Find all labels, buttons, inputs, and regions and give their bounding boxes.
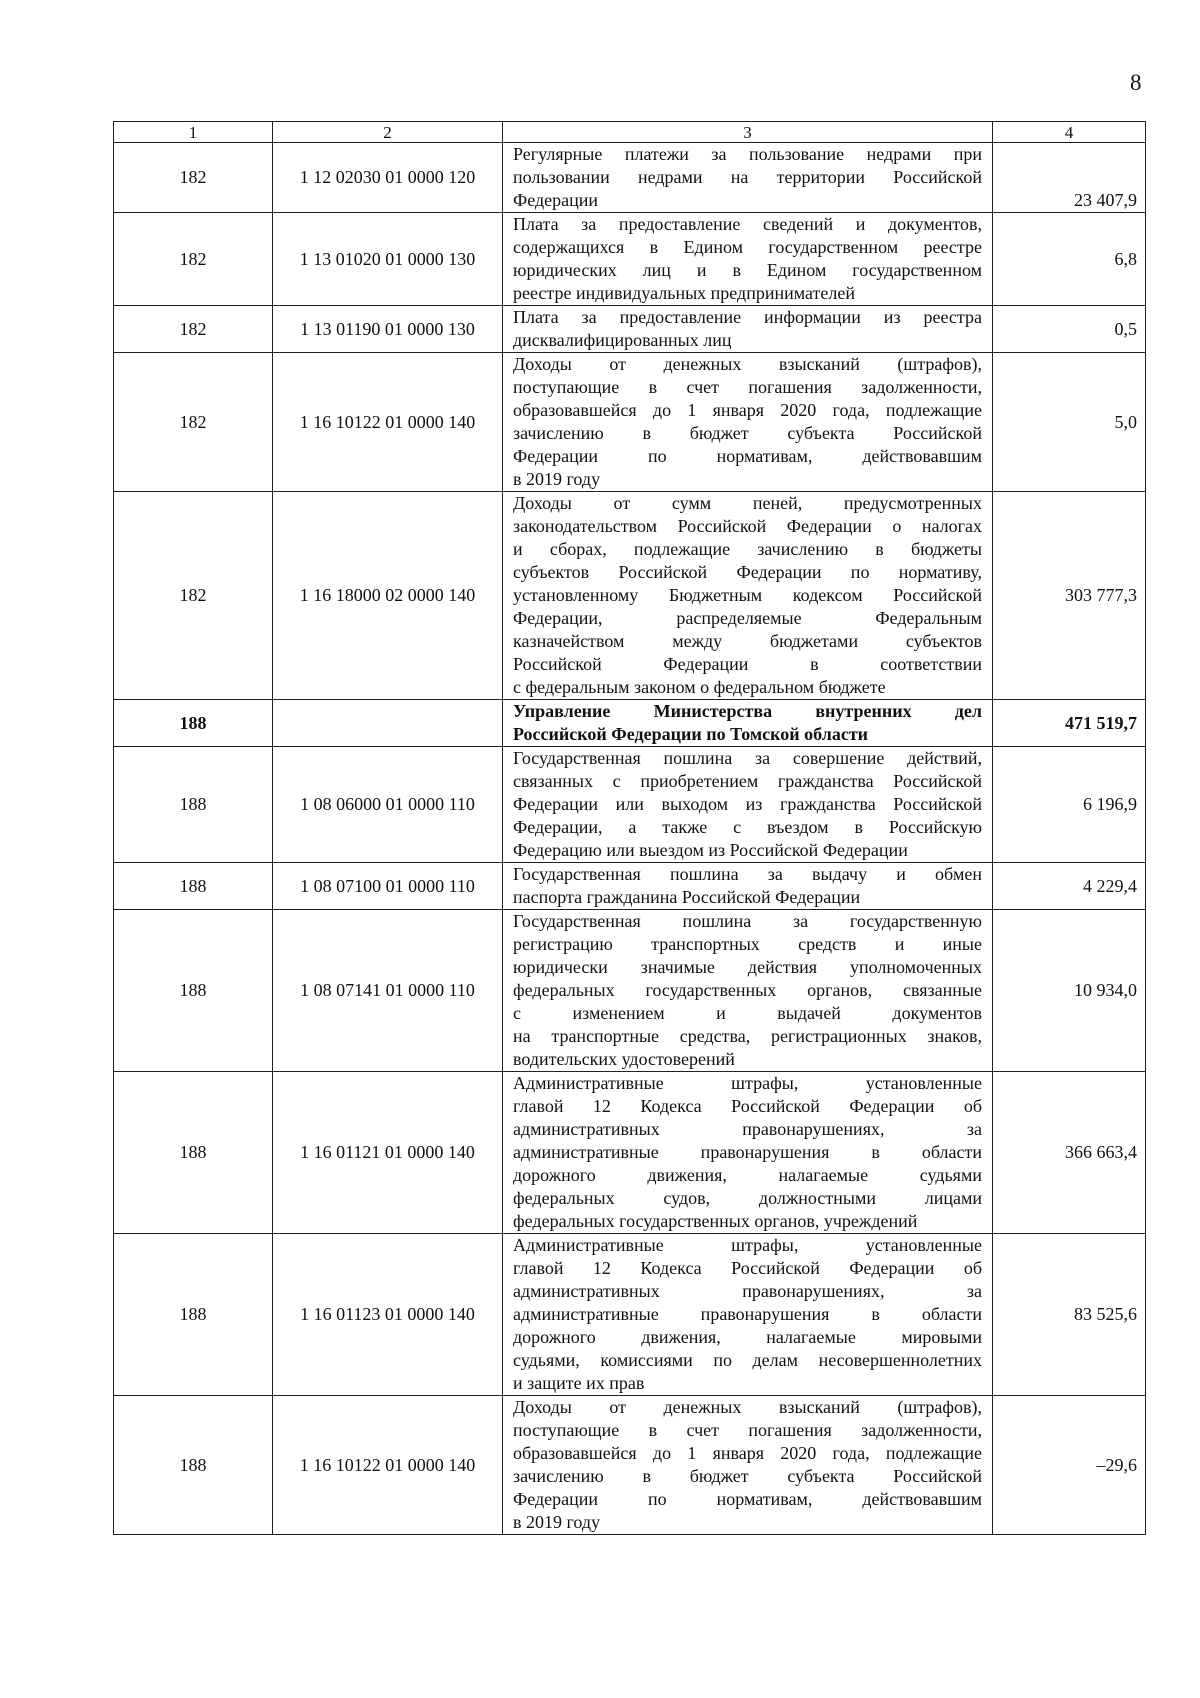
- description-line: федеральных государственных органов, учреждений: [513, 1211, 918, 1231]
- admin-code-cell: 188: [114, 747, 273, 863]
- budget-code-cell: 1 16 10122 01 0000 140: [273, 353, 503, 492]
- description-cell: [503, 700, 993, 747]
- description-line: с федеральным законом о федеральном бюджете: [513, 677, 886, 697]
- description-line: федеральных судов, должностными лицами: [513, 1188, 982, 1208]
- description-line: в 2019 году: [513, 469, 601, 489]
- amount-cell: –29,6: [993, 1396, 1146, 1535]
- budget-code-cell: 1 13 01190 01 0000 130: [273, 306, 503, 353]
- amount-cell: 303 777,3: [993, 492, 1146, 700]
- description-cell: [503, 306, 993, 353]
- admin-code-cell: 188: [114, 1234, 273, 1396]
- description-cell: [503, 213, 993, 306]
- admin-code-cell: 188: [114, 1072, 273, 1234]
- budget-code-cell: 1 16 10122 01 0000 140: [273, 1396, 503, 1535]
- description-line: Государственная пошлина за выдачу и обмен: [513, 864, 982, 884]
- description-line: Административные штрафы, установленные: [513, 1235, 982, 1255]
- budget-code-cell: 1 08 07141 01 0000 110: [273, 910, 503, 1072]
- description-line: судьями, комиссиями по делам несовершеннолетних: [513, 1350, 982, 1370]
- description-line: Плата за предоставление информации из реестра: [513, 307, 982, 327]
- table-row: [114, 747, 1146, 863]
- description-line: юридических лиц и в Едином государственном: [513, 260, 982, 280]
- description-line: административные правонарушения в области: [513, 1142, 982, 1162]
- admin-code-cell: 188: [114, 910, 273, 1072]
- description-line: связанных с приобретением гражданства Российской: [513, 771, 982, 791]
- description-line: водительских удостоверений: [513, 1049, 735, 1069]
- description-line: Российской Федерации в соответствии: [513, 654, 982, 674]
- description-line: казначейством между бюджетами субъектов: [513, 631, 982, 651]
- description-line: поступающие в счет погашения задолженности,: [513, 377, 982, 397]
- admin-code-cell: 182: [114, 213, 273, 306]
- amount-cell: 5,0: [993, 353, 1146, 492]
- table-row: [114, 492, 1146, 700]
- table-row: [114, 143, 1146, 213]
- table-row: [114, 306, 1146, 353]
- description-line: Регулярные платежи за пользование недрами при: [513, 144, 982, 164]
- description-cell: [503, 143, 993, 213]
- table-row: [114, 863, 1146, 910]
- description-line: поступающие в счет погашения задолженности,: [513, 1420, 982, 1440]
- description-line: пользовании недрами на территории Российской: [513, 167, 982, 187]
- description-cell: [503, 492, 993, 700]
- description-line: федеральных государственных органов, связанные: [513, 980, 982, 1000]
- description-line: Государственная пошлина за совершение действий,: [513, 748, 982, 768]
- table-row: [114, 213, 1146, 306]
- amount-cell: 23 407,9: [993, 143, 1146, 213]
- description-cell: [503, 747, 993, 863]
- budget-code-cell: 1 16 18000 02 0000 140: [273, 492, 503, 700]
- amount-cell: 6 196,9: [993, 747, 1146, 863]
- amount-cell: 366 663,4: [993, 1072, 1146, 1234]
- description-line: дорожного движения, налагаемые судьями: [513, 1165, 982, 1185]
- table-row: [114, 1234, 1146, 1396]
- description-line: Управление Министерства внутренних дел: [513, 701, 982, 721]
- description-line: Федерации: [513, 190, 599, 210]
- description-cell: [503, 910, 993, 1072]
- description-line: юридически значимые действия уполномоченных: [513, 957, 982, 977]
- admin-code-cell: 182: [114, 306, 273, 353]
- description-line: административные правонарушения в области: [513, 1304, 982, 1324]
- column-header-2: 2: [273, 122, 503, 143]
- description-line: зачислению в бюджет субъекта Российской: [513, 423, 982, 443]
- description-line: Административные штрафы, установленные: [513, 1073, 982, 1093]
- table-row: [114, 700, 1146, 747]
- description-line: Государственная пошлина за государственную: [513, 911, 982, 931]
- description-line: Федерации или выходом из гражданства Российской: [513, 794, 982, 814]
- description-line: Плата за предоставление сведений и документов,: [513, 214, 982, 234]
- description-line: законодательством Российской Федерации о налогах: [513, 516, 982, 536]
- description-line: в 2019 году: [513, 1512, 601, 1532]
- description-line: дисквалифицированных лиц: [513, 330, 732, 350]
- budget-code-cell: 1 08 07100 01 0000 110: [273, 863, 503, 910]
- description-line: с изменением и выдачей документов: [513, 1003, 982, 1023]
- column-header-4: 4: [993, 122, 1146, 143]
- table-row: [114, 353, 1146, 492]
- description-line: главой 12 Кодекса Российской Федерации об: [513, 1258, 982, 1278]
- description-line: Российской Федерации по Томской области: [513, 724, 869, 744]
- admin-code-cell: 188: [114, 1396, 273, 1535]
- description-line: и сборах, подлежащие зачислению в бюджеты: [513, 539, 982, 559]
- admin-code-cell: 188: [114, 700, 273, 747]
- column-header-3: 3: [503, 122, 993, 143]
- admin-code-cell: 182: [114, 143, 273, 213]
- column-header-1: 1: [114, 122, 273, 143]
- budget-code-cell: [273, 700, 503, 747]
- admin-code-cell: 182: [114, 492, 273, 700]
- budget-code-cell: 1 16 01121 01 0000 140: [273, 1072, 503, 1234]
- admin-code-cell: 188: [114, 863, 273, 910]
- admin-code-cell: 182: [114, 353, 273, 492]
- amount-cell: 6,8: [993, 213, 1146, 306]
- amount-cell: 4 229,4: [993, 863, 1146, 910]
- description-line: Доходы от сумм пеней, предусмотренных: [513, 493, 982, 513]
- description-line: административных правонарушениях, за: [513, 1119, 982, 1139]
- description-cell: [503, 863, 993, 910]
- page-number: 8: [1130, 70, 1142, 95]
- budget-code-cell: 1 16 01123 01 0000 140: [273, 1234, 503, 1396]
- description-line: образовавшейся до 1 января 2020 года, подлежащие: [513, 1443, 982, 1463]
- description-line: дорожного движения, налагаемые мировыми: [513, 1327, 982, 1347]
- description-line: и защите их прав: [513, 1373, 645, 1393]
- table-header-row: [114, 122, 1146, 143]
- description-line: на транспортные средства, регистрационных знаков,: [513, 1026, 982, 1046]
- budget-table: [113, 121, 1146, 1535]
- table-row: [114, 910, 1146, 1072]
- budget-code-cell: 1 08 06000 01 0000 110: [273, 747, 503, 863]
- description-line: образовавшейся до 1 января 2020 года, подлежащие: [513, 400, 982, 420]
- description-cell: [503, 1396, 993, 1535]
- description-cell: [503, 353, 993, 492]
- budget-code-cell: 1 13 01020 01 0000 130: [273, 213, 503, 306]
- description-line: зачислению в бюджет субъекта Российской: [513, 1466, 982, 1486]
- amount-cell: 83 525,6: [993, 1234, 1146, 1396]
- description-line: Доходы от денежных взысканий (штрафов),: [513, 354, 982, 374]
- description-line: установленному Бюджетным кодексом Российской: [513, 585, 982, 605]
- description-line: регистрацию транспортных средств и иные: [513, 934, 982, 954]
- table-row: [114, 1396, 1146, 1535]
- description-line: Федерацию или выездом из Российской Федерации: [513, 840, 908, 860]
- description-line: Федерации по нормативам, действовавшим: [513, 446, 982, 466]
- table-row: [114, 1072, 1146, 1234]
- description-cell: [503, 1234, 993, 1396]
- description-line: реестре индивидуальных предпринимателей: [513, 283, 855, 303]
- description-line: главой 12 Кодекса Российской Федерации об: [513, 1096, 982, 1116]
- description-cell: [503, 1072, 993, 1234]
- description-line: субъектов Российской Федерации по нормативу,: [513, 562, 982, 582]
- amount-cell: 10 934,0: [993, 910, 1146, 1072]
- description-line: Федерации по нормативам, действовавшим: [513, 1489, 982, 1509]
- amount-cell: 0,5: [993, 306, 1146, 353]
- description-line: Федерации, а также с въездом в Российскую: [513, 817, 982, 837]
- amount-cell: 471 519,7: [993, 700, 1146, 747]
- budget-code-cell: 1 12 02030 01 0000 120: [273, 143, 503, 213]
- description-line: содержащихся в Едином государственном реестре: [513, 237, 982, 257]
- description-line: паспорта гражданина Российской Федерации: [513, 887, 861, 907]
- description-line: Доходы от денежных взысканий (штрафов),: [513, 1397, 982, 1417]
- description-line: Федерации, распределяемые Федеральным: [513, 608, 982, 628]
- description-line: административных правонарушениях, за: [513, 1281, 982, 1301]
